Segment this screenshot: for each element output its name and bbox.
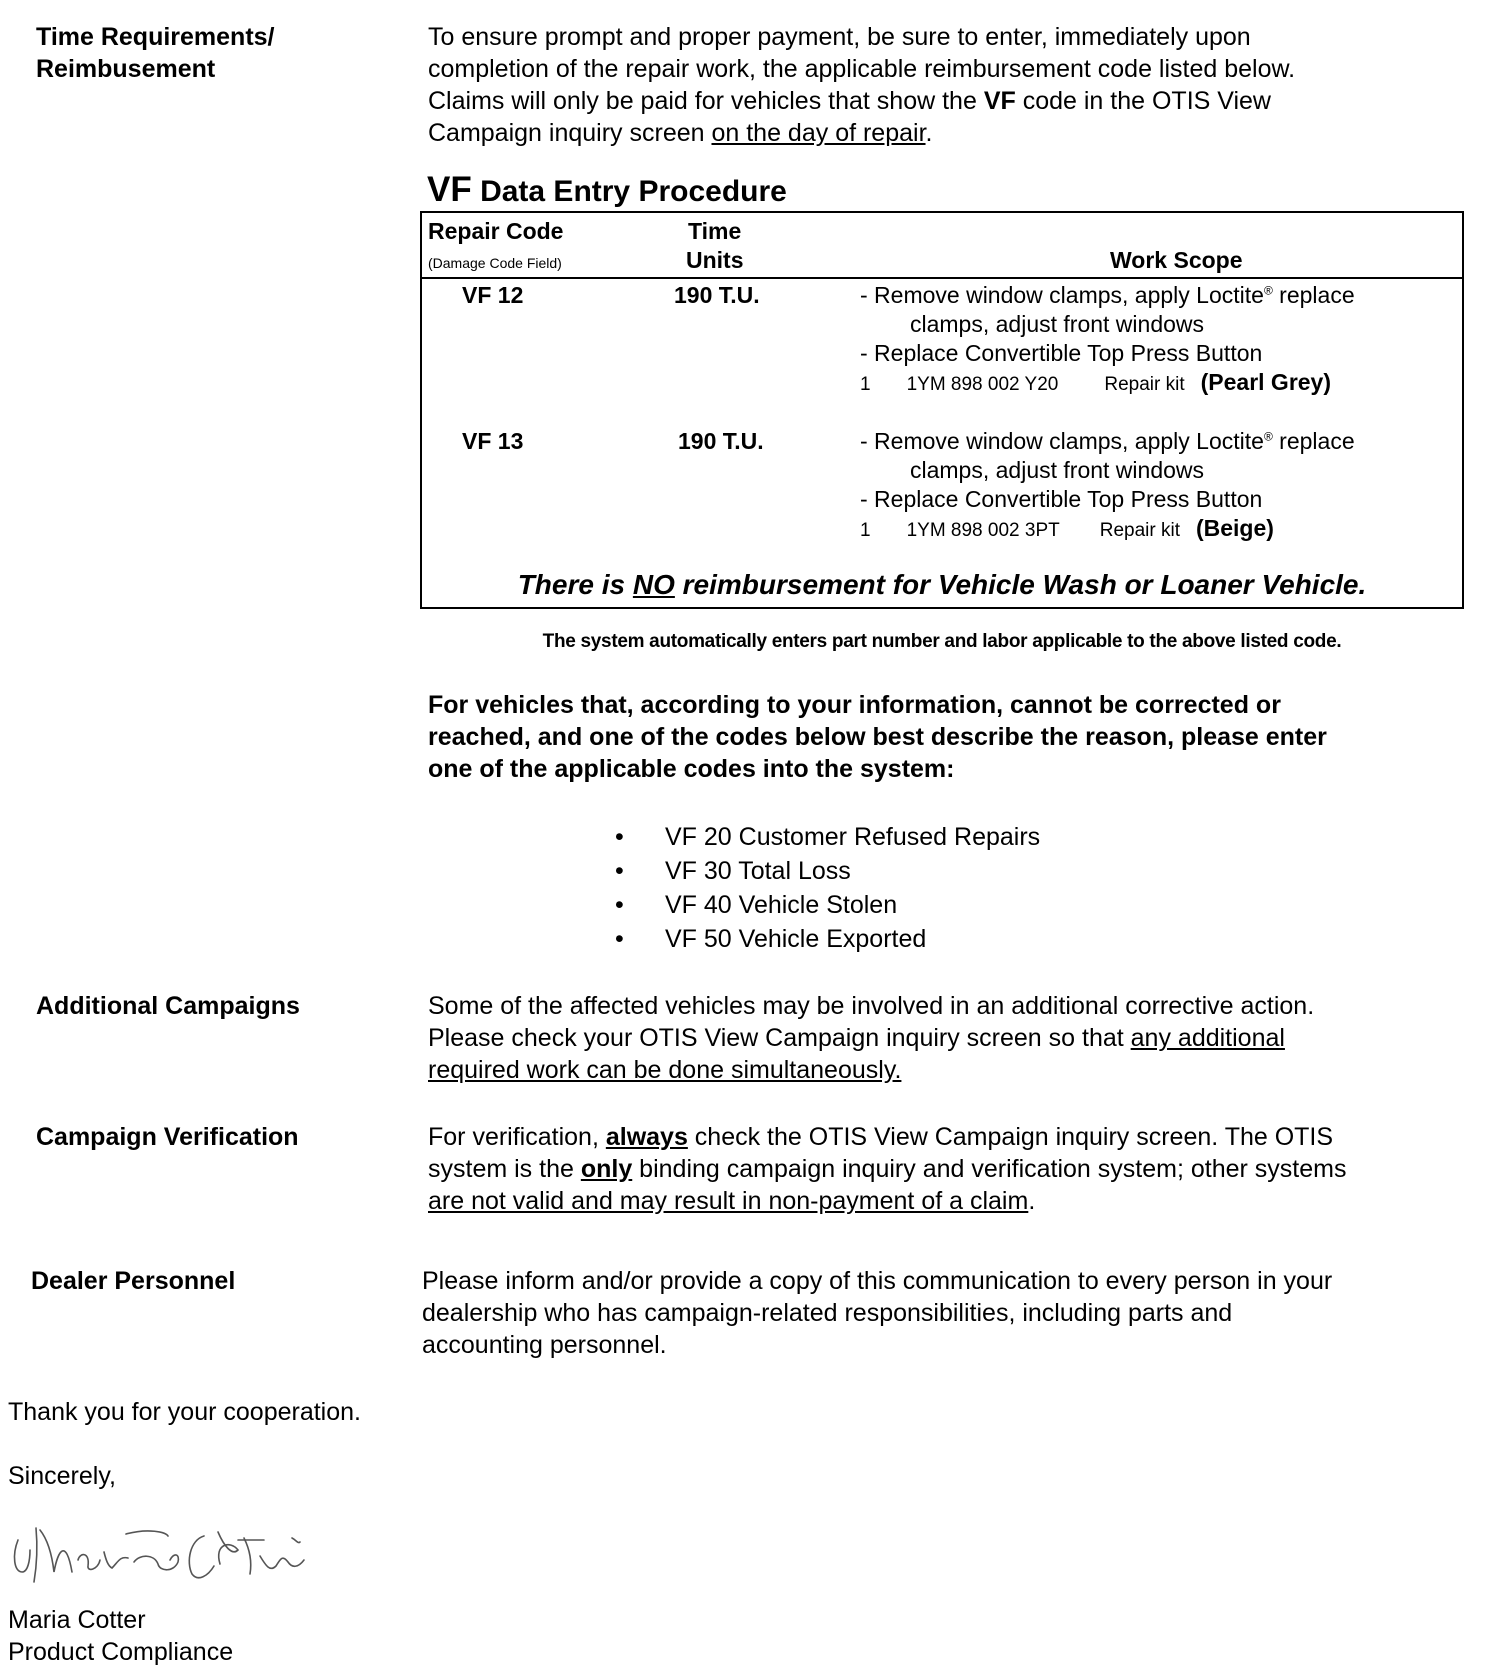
uncorrectable-paragraph: For vehicles that, according to your information, cannot be corrected or reached, and one of the codes below best describe the reason, please enter one of the applicable codes into the system:	[428, 691, 1327, 783]
list-item: • VF 30 Total Loss	[615, 854, 1040, 888]
procedure-title: VF Data Entry Procedure	[427, 170, 787, 209]
additional-campaigns-paragraph: Some of the affected vehicles may be involved in an additional corrective action. Please check your OTIS View Campaign inquiry screen so that any additional required work can be done simultaneously.	[428, 992, 1315, 1084]
additional-campaigns-label: Additional Campaigns	[36, 992, 300, 1020]
no-reimbursement-note: There is NO reimbursement for Vehicle Wash or Loaner Vehicle.	[517, 569, 1367, 600]
signature-image	[8, 1510, 318, 1590]
header-damage-field: (Damage Code Field)	[428, 255, 562, 271]
header-repair-code: Repair Code	[428, 218, 564, 244]
campaign-verification-label: Campaign Verification	[36, 1123, 299, 1151]
header-divider	[422, 277, 1462, 279]
reason-code-list	[615, 820, 1040, 956]
header-units: Units	[686, 247, 744, 273]
sincerely-line: Sincerely,	[8, 1462, 116, 1490]
row-scope-line: - Replace Convertible Top Press Button	[860, 340, 1263, 366]
list-item: • VF 50 Vehicle Exported	[615, 922, 1040, 956]
thank-you-line: Thank you for your cooperation.	[8, 1398, 361, 1426]
dealer-personnel-paragraph: Please inform and/or provide a copy of this communication to every person in your dealership who has campaign-related responsibilities, including parts and accounting personnel.	[422, 1267, 1333, 1359]
row-scope-line: - Replace Convertible Top Press Button	[860, 486, 1263, 512]
header-time: Time	[688, 218, 742, 244]
time-requirements-label: Time Requirements/ Reimbusement	[36, 23, 275, 83]
row-time: 190 T.U.	[678, 428, 764, 454]
row-part-line: 1 1YM 898 002 Y20 Repair kit (Pearl Grey)	[860, 369, 1332, 395]
signer-name: Maria Cotter	[8, 1606, 146, 1634]
signer-title: Product Compliance	[8, 1638, 234, 1666]
signature-text: Maria Cotter	[8, 1510, 14, 1511]
list-item: • VF 20 Customer Refused Repairs	[615, 820, 1040, 854]
time-requirements-paragraph: To ensure prompt and proper payment, be sure to enter, immediately upon completion of the repair work, the applicable reimbursement code listed below. Claims will only be paid for vehicles that show the VF code in the OTIS View Campaign inquiry screen on the day of repair.	[428, 23, 1296, 147]
row-scope-line: - Remove window clamps, apply Loctite® replace	[860, 282, 1355, 308]
system-note: The system automatically enters part number and labor applicable to the above listed code.	[542, 631, 1342, 652]
row-code: VF 13	[462, 428, 524, 454]
row-scope-line: clamps, adjust front windows	[910, 457, 1205, 483]
row-part-line: 1 1YM 898 002 3PT Repair kit (Beige)	[860, 515, 1274, 541]
list-item: • VF 40 Vehicle Stolen	[615, 888, 1040, 922]
campaign-verification-paragraph: For verification, always check the OTIS View Campaign inquiry screen. The OTIS system is the only binding campaign inquiry and verification system; other systems are not valid and may result in non-payment of a claim.	[428, 1123, 1347, 1215]
procedure-table	[420, 211, 1464, 609]
row-scope-line: clamps, adjust front windows	[910, 311, 1205, 337]
row-time: 190 T.U.	[674, 282, 760, 308]
header-work-scope: Work Scope	[1110, 247, 1243, 273]
dealer-personnel-label: Dealer Personnel	[31, 1267, 236, 1295]
row-code: VF 12	[462, 282, 524, 308]
row-scope-line: - Remove window clamps, apply Loctite® replace	[860, 428, 1355, 454]
